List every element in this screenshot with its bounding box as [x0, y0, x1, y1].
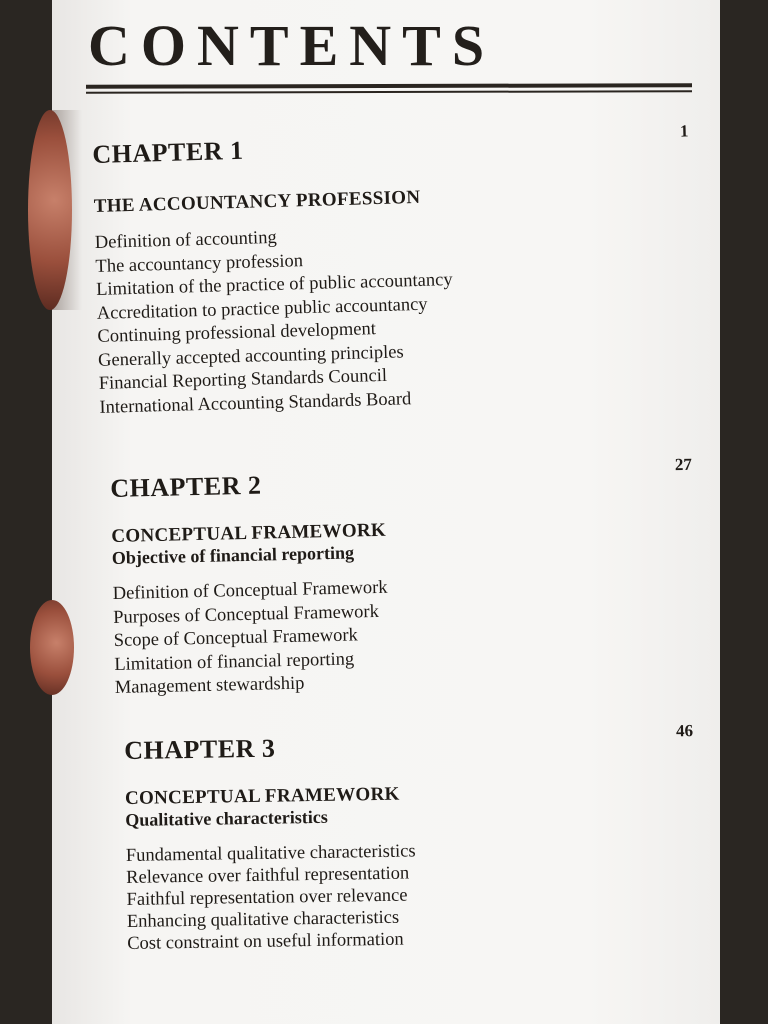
chapter-2	[110, 454, 735, 701]
thumb-bottom	[30, 600, 74, 695]
topic-item: Continuing professional development	[97, 319, 377, 347]
topic-item: Accreditation to practice public accountancy	[96, 294, 428, 324]
topic-list	[112, 569, 735, 701]
topic-item: Financial Reporting Standards Council	[98, 365, 388, 394]
thumb-top	[28, 110, 72, 310]
topic-item: Faithful representation over relevance	[126, 885, 408, 910]
chapter-heading: CHAPTER 1	[92, 135, 244, 169]
chapter-title: THE ACCOUNTANCY PROFESSION	[93, 186, 421, 217]
chapter-title: CONCEPTUAL FRAMEWORK	[124, 783, 400, 809]
topic-list	[126, 835, 748, 955]
chapter-3	[124, 721, 747, 955]
topic-item: Limitation of financial reporting	[114, 649, 355, 675]
chapter-1	[92, 123, 720, 420]
page-title: CONTENTS	[88, 13, 496, 78]
topic-item: Limitation of the practice of public accountancy	[95, 269, 453, 300]
topic-item: Definition of Conceptual Framework	[112, 577, 388, 604]
topic-item: Management stewardship	[114, 673, 305, 698]
topic-item: Scope of Conceptual Framework	[113, 625, 358, 651]
topic-item: Definition of accounting	[94, 227, 277, 253]
topic-item: Purposes of Conceptual Framework	[113, 601, 380, 628]
chapter-page-number: 27	[674, 454, 693, 475]
chapter-subtitle: Qualitative characteristics	[125, 806, 328, 830]
title-rule	[86, 84, 692, 94]
topic-item: Generally accepted accounting principles	[97, 341, 404, 371]
chapter-subtitle: Objective of financial reporting	[111, 542, 355, 568]
topic-item: Fundamental qualitative characteristics	[125, 841, 416, 866]
chapter-page-number: 1	[679, 121, 689, 141]
chapter-heading: CHAPTER 2	[110, 470, 262, 503]
topic-item: The accountancy profession	[95, 250, 304, 277]
chapter-page-number: 46	[675, 721, 694, 741]
chapter-title: CONCEPTUAL FRAMEWORK	[111, 519, 387, 547]
chapter-heading: CHAPTER 3	[124, 733, 276, 765]
topic-item: International Accounting Standards Board	[99, 388, 412, 418]
topic-list	[95, 215, 720, 420]
topic-item: Cost constraint on useful information	[127, 929, 404, 954]
topic-item: Relevance over faithful representation	[126, 863, 410, 888]
topic-item: Enhancing qualitative characteristics	[126, 907, 400, 932]
